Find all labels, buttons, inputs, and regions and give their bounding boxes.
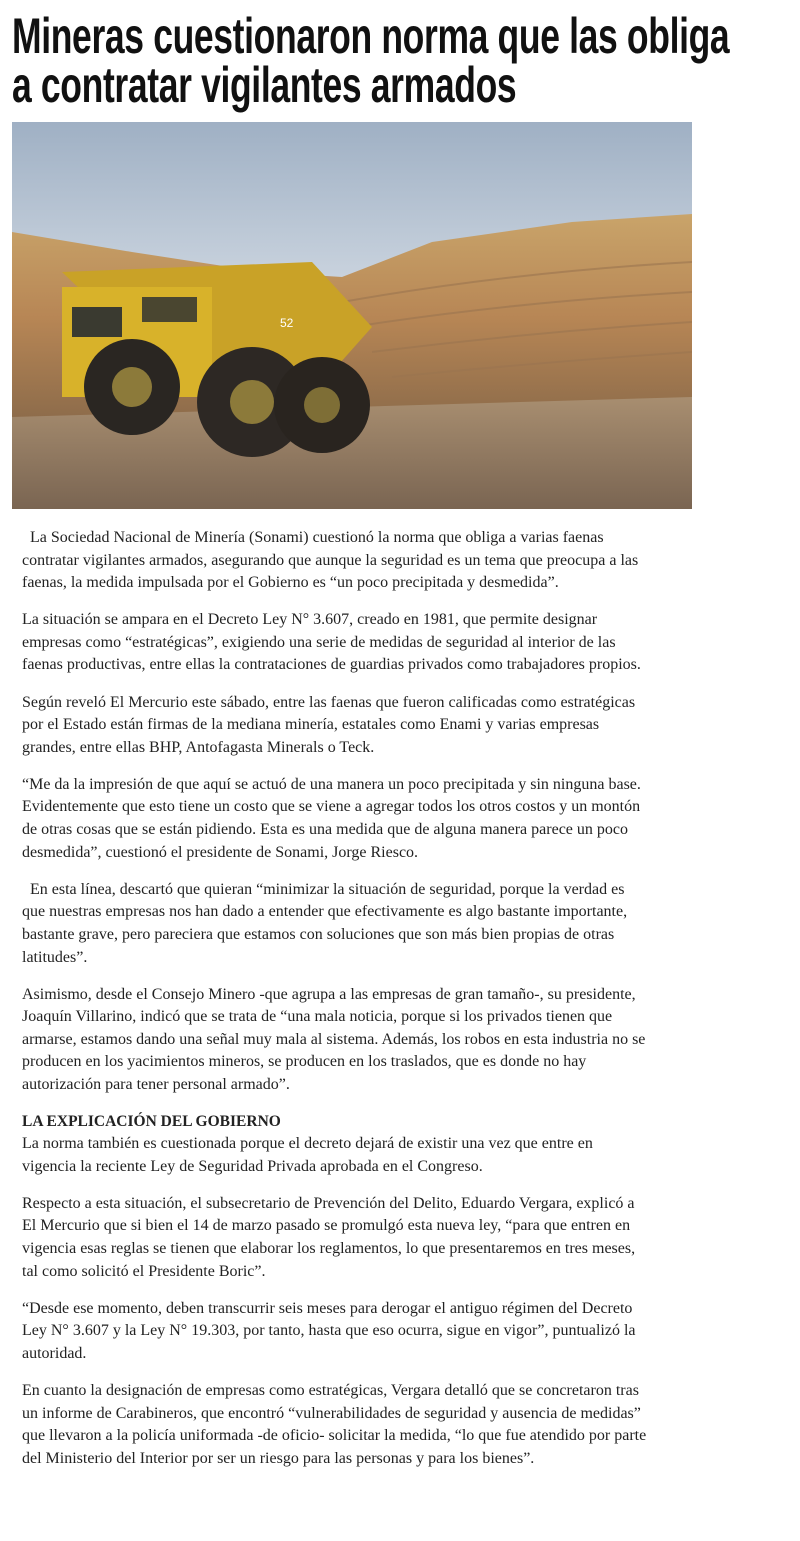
paragraph: En cuanto la designación de empresas como estratégicas, Vergara detalló que se concretaron tras un informe de Carabineros, que encontró “vulnerabilidades de seguridad y ausencia de medidas” que llevaron a la policía uniformada -de oficio- solicitar la medida, “lo que fue atendido por parte del Ministerio del Interior por ser un riesgo para las personas y para los bienes”. — [22, 1381, 647, 1467]
paragraph: Asimismo, desde el Consejo Minero -que agrupa a las empresas de gran tamaño-, su presidente, Joaquín Villarino, indicó que se trata de “una mala noticia, porque si los privados tienen que armarse, estamos dando una señal muy mala al sistema. Además, los robos en esta industria no se producen en los yacimientos mineros, se producen en los traslados, que es donde no hay autorización para tener personal armado”. — [22, 985, 646, 1093]
paragraph: La situación se ampara en el Decreto Ley N° 3.607, creado en 1981, que permite designar empresas como “estratégicas”, exigiendo una serie de medidas de seguridad al interior de las faenas productivas, entre ellas la contrataciones de guardias privados como trabajadores propios. — [22, 611, 641, 674]
hero-image-mining-truck — [12, 122, 692, 509]
truck-number: 52 — [280, 316, 294, 330]
section-heading: LA EXPLICACIÓN DEL GOBIERNO — [22, 1113, 281, 1131]
article-body — [22, 527, 647, 1485]
paragraph: La Sociedad Nacional de Minería (Sonami) cuestionó la norma que obliga a varias faenas contratar vigilantes armados, asegurando que aunque la seguridad es un tema que preocupa a las faenas, la medida impulsada por el Gobierno es “un poco precipitada y desmedida”. — [22, 529, 639, 592]
article-title — [12, 8, 800, 113]
title-line: a contratar vigilantes armados — [12, 57, 517, 113]
paragraph: La norma también es cuestionada porque el decreto dejará de existir una vez que entre en vigencia la reciente Ley de Seguridad Privada aprobada en el Congreso. — [22, 1135, 593, 1175]
paragraph: Según reveló El Mercurio este sábado, entre las faenas que fueron calificadas como estratégicas por el Estado están firmas de la mediana minería, estatales como Enami y varias empresas grandes, entre ellas BHP, Antofagasta Minerals o Teck. — [22, 693, 636, 756]
mining-truck — [62, 262, 372, 457]
paragraph: “Desde ese momento, deben transcurrir seis meses para derogar el antiguo régimen del Decreto Ley N° 3.607 y la Ley N° 19.303, por tanto, hasta que eso ocurra, sigue en vigor”, puntualizó la autoridad. — [22, 1299, 636, 1362]
paragraph: Respecto a esta situación, el subsecretario de Prevención del Delito, Eduardo Vergara, explicó a El Mercurio que si bien el 14 de marzo pasado se promulgó esta nueva ley, “para que entren en vigencia esas reglas se tienen que elaborar los reglamentos, lo que presentaremos en tres meses, tal como solicitó el Presidente Boric”. — [22, 1194, 636, 1280]
title-line: Mineras cuestionaron norma que las obliga — [12, 8, 730, 64]
paragraph: “Me da la impresión de que aquí se actuó de una manera un poco precipitada y sin ninguna base. Evidentemente que esto tiene un costo que se viene a agregar todos los otros costos y un montón de otras cosas que se están pidiendo. Esta es una medida que de alguna manera parece un poco desmedida”, cuestionó el presidente de Sonami, Jorge Riesco. — [22, 775, 641, 861]
paragraph: En esta línea, descartó que quieran “minimizar la situación de seguridad, porque la verdad es que nuestras empresas nos han dado a entender que efectivamente es algo bastante importante, bastante grave, pero pareciera que estamos con soluciones que son más bien propias de otras latitudes”. — [22, 880, 628, 966]
